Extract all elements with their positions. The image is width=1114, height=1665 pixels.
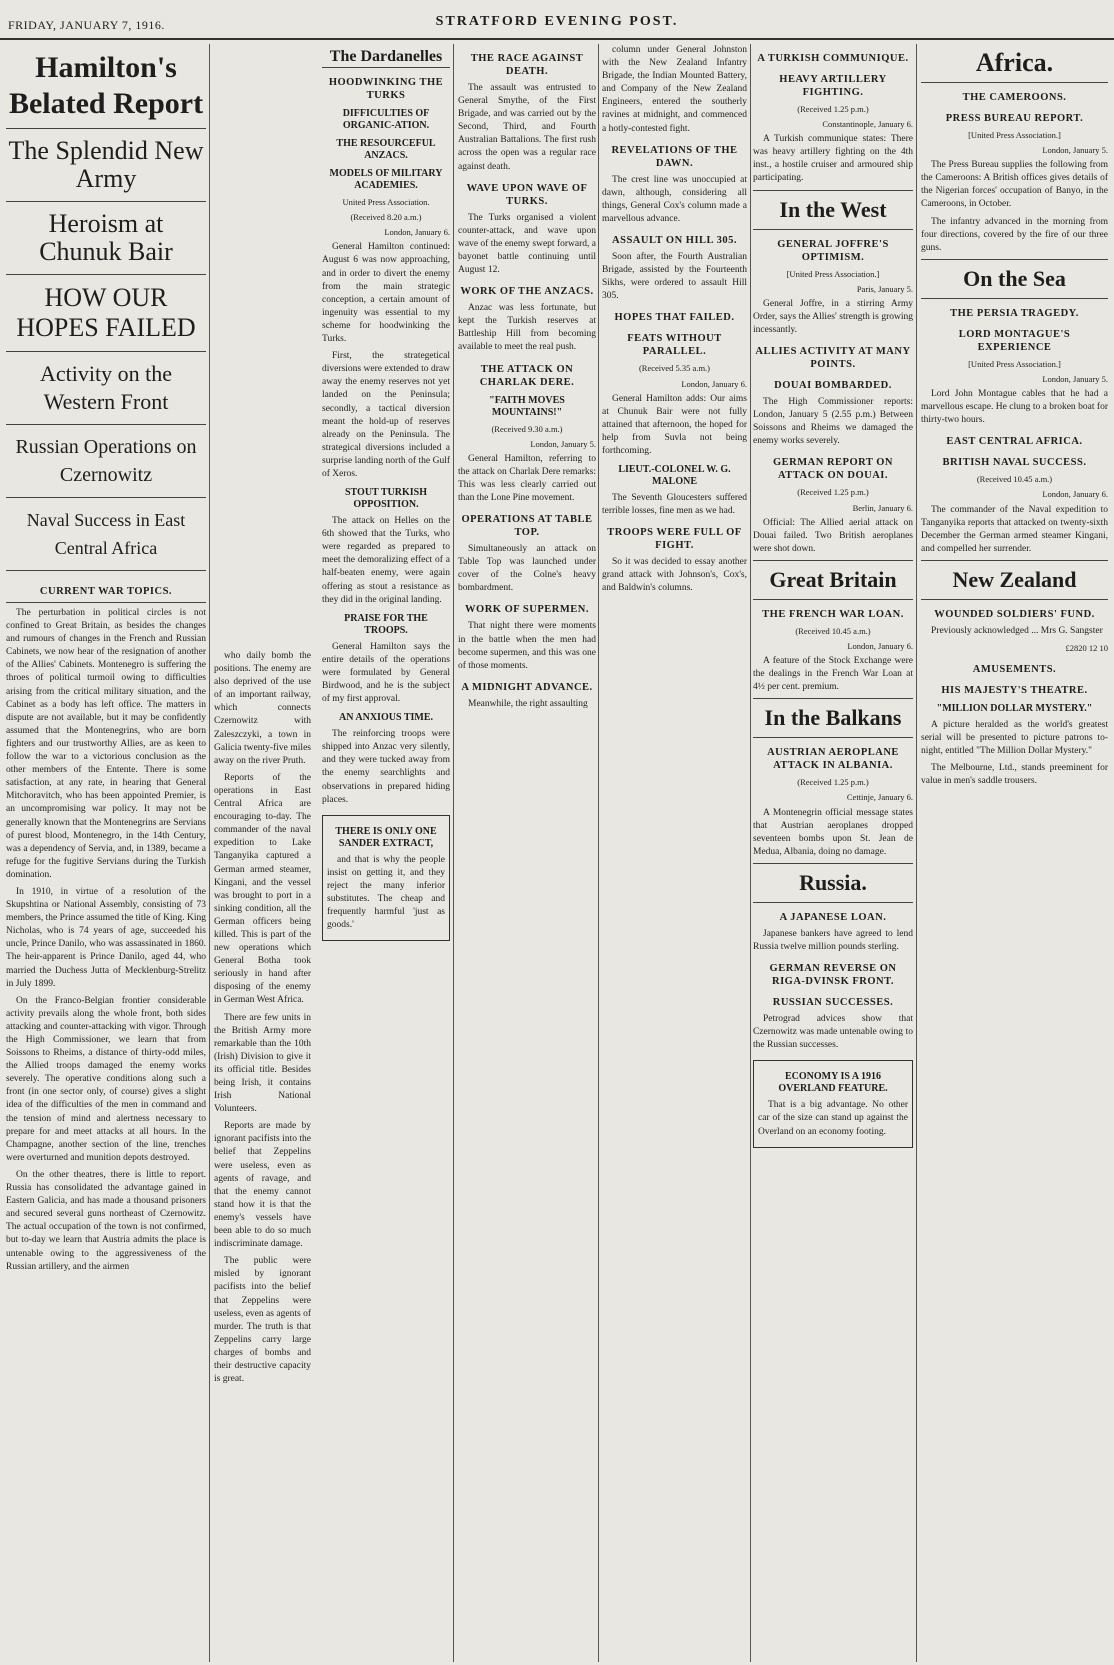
headline-6: Russian Operations on Czernowitz (15, 436, 197, 486)
column-rule (916, 44, 917, 1662)
column-5 (602, 44, 747, 1662)
article-paragraph: A feature of the Stock Exchange were the dealings in the French War Loan at 4½ per cent. premium. (753, 656, 913, 693)
article-paragraph: who daily bomb the positions. The enemy are also deprived of the use of an important railway, which connects Czernowitz with Zaleszczyki, a town in Galicia twenty-five miles away on the river Pruth. (214, 651, 311, 766)
article-paragraph: Reports are made by ignorant pacifists into the belief that Zeppelins were useless, even as agents of ravage, and that the enemy cannot stand how it is that the enemy's vessels have been able to do so much indiscriminate damage. (214, 1121, 311, 1250)
main-headline: Hamilton's Belated Report (8, 51, 204, 120)
subheading: EAST CENTRAL AFRICA. (946, 436, 1083, 448)
subheading: AMUSEMENTS. (972, 664, 1057, 676)
subheading: FEATS WITHOUT PARALLEL. (627, 333, 722, 358)
ad-heading: ECONOMY IS A 1916 OVERLAND FEATURE. (778, 1071, 888, 1095)
byline: LIEUT.-COLONEL W. G. MALONE (618, 464, 731, 488)
article-paragraph: The Press Bureau supplies the following from the Cameroons: A British offices gives details of the Nigerian forces' occupation of Banyo, in the Cameroons, in October. (921, 160, 1108, 210)
article-paragraph: General Hamilton adds: Our aims at Chunuk Bair were not fully attained that afternoon, the hoped for help from Suvla not being forthcoming. (602, 393, 747, 456)
subheading: AUSTRIAN AEROPLANE ATTACK IN ALBANIA. (767, 747, 899, 772)
dateline: Constantinople, January 6. (822, 119, 913, 130)
subheading: A TURKISH COMMUNIQUE. (757, 53, 909, 64)
section-title-gb: Great Britain (769, 566, 897, 592)
subheading: ASSAULT ON HILL 305. (612, 235, 737, 247)
subheading: A MIDNIGHT ADVANCE. (461, 681, 593, 693)
article-paragraph: The assault was entrusted to General Smythe, of the First Brigade, and was carried out by the Second, Third, and Fourth Australian Battalions. The first rush across the open was a regular race against death. (458, 83, 596, 172)
column-rule (598, 44, 599, 1662)
subheading: GENERAL JOFFRE'S OPTIMISM. (777, 238, 889, 263)
subheading: STOUT TURKISH OPPOSITION. (345, 487, 427, 511)
column-3 (322, 44, 450, 1662)
subheading: A JAPANESE LOAN. (779, 911, 887, 923)
column-rule (750, 44, 751, 1662)
subheading: AN ANXIOUS TIME. (339, 712, 433, 724)
article-paragraph: The infantry advanced in the morning from four directions, covered by the fire of our three guns. (921, 216, 1108, 253)
subheading: WAVE UPON WAVE OF TURKS. (466, 182, 588, 207)
divider (6, 201, 206, 202)
column-1 (6, 44, 206, 1662)
article-paragraph: The reinforcing troops were shipped into Anzac very silently, and they were tucked away from the enemy searchlights and observations in prepared hiding places. (322, 729, 450, 805)
article-paragraph: The perturbation in political circles is not confined to Great Britain, as besides the changes and rumours of changes in the French and Russian Cabinets, we now hear of the resignation of another of the Allies' Cabinets. Montenegro is suffering the throes of political turmoil owing to difficulties arising from the critical military situation, and the Cabinet as a body has left office. The matters in dispute are not available, but it may be confidently assumed that the Montenegrins, who are born fighters and our trustworthy Allies, are as keen to follow the war to a victorious conclusion as the other members of the Entente. There is some satisfaction, at any rate, in hearing that General Mitchoravitch, who has been appointed Premier, is an uncompromising war policy. It may not be generally known that the Montenegrins are Servians of purest blood, Montenegro, in the 14th Century, was a dependency of Servia, and, in 1389, became a refuge for the fugitive Servians during the Turkish domination. (6, 608, 206, 880)
article-paragraph: column under General Johnston with the New Zealand Infantry Brigade, the Indian Mounted Battery, and Company of the New Zealand Engineers, entered the southerly ravines at midnight, and commenced a hotly-contested fight. (602, 45, 747, 134)
subheading: DIFFICULTIES OF ORGANIC-ATION. (342, 108, 430, 132)
section-heading: CURRENT WAR TOPICS. (39, 586, 173, 597)
received-time: (Received 8.20 a.m.) (350, 212, 422, 223)
byline: [United Press Association.] (786, 268, 880, 279)
advertisement (753, 1060, 913, 1147)
subheading: THE PERSIA TRAGEDY. (950, 307, 1079, 319)
received-time: (Received 9.30 a.m.) (491, 423, 563, 434)
section-title-sea: On the Sea (963, 265, 1066, 291)
article-paragraph: Official: The Allied aerial attack on Douai failed. Two British aeroplanes were shot down. (753, 517, 913, 554)
byline: [United Press Association.] (968, 358, 1061, 369)
column-2 (214, 650, 311, 1390)
divider (753, 190, 913, 191)
article-paragraph: A Montenegrin official message states that Austrian aeroplanes dropped seventeen bombs upon St. Jean de Medua, Albania, doing no damage. (753, 807, 913, 857)
article-paragraph: The public were misled by ignorant pacifists into the belief that Zeppelins were useless, even as agents of murder. The truth is that Zeppelins carry large charges of bombs and their destructive capacity is great. (214, 1256, 311, 1385)
divider (6, 602, 206, 603)
headline-5: Activity on the Western Front (40, 361, 172, 414)
article-paragraph: A picture heralded as the world's greatest serial will be presented to picture patrons to-night, entitled "The Million Dollar Mystery." (921, 720, 1108, 757)
column-rule (209, 44, 210, 1662)
dateline: London, January 6. (1042, 489, 1108, 500)
dateline: London, January 5. (1042, 145, 1108, 156)
article-paragraph: On the Franco-Belgian frontier considerable activity prevails along the whole front, both sides attacking and counter-attacking with vigor. Through the High Commissioner, we learn that from Soissons to Rheims, a distance of thirty-odd miles, the Allied troops damaged the enemy works severely. The operative conditions along such a front (in one sector only, of course) gives a slight idea of the difficulties of the men in command and the tension of mind and alertness necessary to prepare for and meet attacks at all hours. In the Champagne, another section of the line, trenches were overturned and munition depots destroyed. (6, 995, 206, 1163)
subheading: PRESS BUREAU REPORT. (945, 113, 1084, 124)
masthead (0, 0, 1114, 40)
divider (6, 274, 206, 275)
ad-text: and that is why the people insist on getting it, and they reject the many inferior substitutes. The cheap and frequently harmful 'just as goods.' (327, 854, 445, 931)
subheading: DOUAI BOMBARDED. (774, 380, 892, 392)
subheading: THE CAMEROONS. (962, 92, 1067, 103)
received-time: (Received 1.25 p.m.) (797, 104, 869, 114)
issue-date: FRIDAY, JANUARY 7, 1916. (8, 18, 165, 32)
article-paragraph: So it was decided to essay another grand attack with Johnson's, Cox's, and Baldwin's columns. (602, 557, 747, 594)
article-paragraph: On the other theatres, there is little to report. Russia has consolidated the advantage gained in Eastern Galicia, and has made a thousand prisoners and secured several guns northeast of Czernowitz. The actual occupation of the town is not confirmed, but to-day we learn that Austria admits the place is untenable owing to the aggressiveness of the Russian artillery, and the airmen (6, 1169, 206, 1272)
article-paragraph: Meanwhile, the right assaulting (468, 698, 588, 709)
article-paragraph: Reports of the operations in East Central Africa are encouraging to-day. The commander of the naval expedition to Lake Tanganyika captured a German armed steamer, Kingani, and the vessel was brought to port in a sinking condition, all the German officers being killed. This is part of the new operations which General Botha took seriously in hand after disposing of the enemy in German West Africa. (214, 772, 311, 1006)
divider (6, 570, 206, 571)
article-paragraph: General Hamilton continued: August 6 was now approaching, and in order to divert the enemy from the main strategic conception, a certain amount of ingenuity was essential to my scheme for hoodwinking the Turks. (322, 242, 450, 345)
subheading: HIS MAJESTY'S THEATRE. (941, 685, 1088, 697)
section-title-west: In the West (779, 196, 887, 222)
divider (6, 497, 206, 498)
article-paragraph: First, the strategetical diversions were extended to draw away the enemy reserves not yet landed on the Peninsula; secondly, a tactical diversion meant the hold-up of reserves already on the Peninsula. The strategical diversions included a surprise landing north of the Gulf of Xeros. (322, 351, 450, 479)
subheading: RUSSIAN SUCCESSES. (772, 997, 894, 1009)
subheading: GERMAN REPORT ON ATTACK ON DOUAI. (772, 457, 894, 482)
ad-heading: THERE IS ONLY ONE SANDER EXTRACT, (335, 825, 437, 849)
article-paragraph: The attack on Helles on the 6th showed that the Turks, who were regarded as prepared to meet the demoralizing effect of a half-beaten enemy, were again offering as stout a resistance as they did in the original landing. (322, 516, 450, 605)
article-paragraph: In 1910, in virtue of a resolution of the Skupshtina or National Assembly, consisting of 73 members, the Prince assumed the title of King. King Nicholas, who is 74 years of age, succeeded his uncle, Prince Danilo, who was assassinated in 1860. The heir-apparent is Prince Danilo, aged 44, who married the Duchess Jutta of Mecklenburg-Strelitz in July 1899. (6, 886, 206, 989)
article-paragraph: The Seventh Gloucesters suffered terrible losses, fine men as we had. (602, 493, 747, 517)
divider (921, 560, 1108, 561)
article-paragraph: A Turkish communique states: There was heavy artillery fighting on the 4th inst., a hostile cruiser and armoured ship participating. (753, 134, 913, 184)
dateline: London, January 6. (384, 227, 450, 238)
subheading: MODELS OF MILITARY ACADEMIES. (329, 168, 443, 192)
article-paragraph: Anzac was less fortunate, but kept the Turkish reserves at Battleship Hill from becoming available to meet the real push. (458, 303, 596, 353)
ad-text: That is a big advantage. No other car of the size can stand up against the Overland on an economy footing. (758, 1100, 908, 1137)
subheading: THE RACE AGAINST DEATH. (470, 53, 584, 77)
subheading: "FAITH MOVES MOUNTAINS!" (489, 394, 565, 418)
headline-7: Naval Success in East Central Africa (26, 510, 186, 558)
article-paragraph: The High Commissioner reports: London, January 5 (2.55 p.m.) Between Soissons and Rheims we damaged the enemy works severely. (753, 397, 913, 447)
divider (921, 599, 1108, 600)
section-title-balkans: In the Balkans (764, 705, 902, 731)
byline: [United Press Association.] (968, 130, 1061, 140)
column-rule (453, 44, 454, 1662)
subheading: WORK OF SUPERMEN. (465, 604, 589, 616)
paper-title: STRATFORD EVENING POST. (435, 14, 679, 29)
subheading: PRAISE FOR THE TROOPS. (344, 612, 428, 636)
dateline: London, January 5. (530, 438, 596, 449)
article-paragraph: General Hamilton says the entire details of the operations were formulated by General Birdwood, and he is the subject of my first approval. (322, 641, 450, 705)
subheading: HOPES THAT FAILED. (614, 312, 735, 324)
column-6 (753, 44, 913, 1662)
received-time: (Received 5.35 a.m.) (638, 363, 711, 374)
article-paragraph: General Hamilton, referring to the attack on Charlak Dere remarks: This was less clearly carried out than the Lone Pine movement. (458, 453, 596, 503)
subheading: LORD MONTAGUE'S EXPERIENCE (958, 328, 1071, 353)
column-4 (458, 44, 596, 1662)
article-paragraph: The crest line was unoccupied at dawn, although, considering all things, General Cox's column made a marvellous advance. (602, 174, 747, 224)
subheading: THE ATTACK ON CHARLAK DERE. (479, 363, 575, 388)
dateline: London, January 6. (681, 378, 747, 389)
divider (921, 298, 1108, 299)
fund-total: £2820 12 10 (1065, 642, 1108, 653)
subheading: REVELATIONS OF THE DAWN. (611, 144, 738, 169)
column-7 (921, 44, 1108, 1662)
article-paragraph: The Melbourne, Ltd., stands preeminent for value in men's saddle trousers. (921, 763, 1108, 787)
divider (753, 560, 913, 561)
subheading: WORK OF THE ANZACS. (460, 286, 594, 298)
received-time: (Received 1.25 p.m.) (797, 487, 869, 498)
article-paragraph: The Turks organised a violent counter-attack, and wave upon wave of the enemy swept forward, a bayonet battle continuing until August 12. (458, 212, 596, 276)
received-time: (Received 10.45 a.m.) (976, 474, 1053, 485)
subheading: THE RESOURCEFUL ANZACS. (336, 138, 436, 162)
subheading: BRITISH NAVAL SUCCESS. (942, 457, 1087, 469)
article-paragraph: Previously acknowledged ... Mrs G. Sangster (931, 625, 1103, 636)
subheading: WOUNDED SOLDIERS' FUND. (934, 608, 1095, 620)
advertisement (322, 815, 450, 942)
dateline: Berlin, January 6. (852, 502, 913, 513)
article-paragraph: That night there were moments in the battle when the men had become supermen, and this was one of those moments. (458, 621, 596, 671)
divider (753, 229, 913, 230)
divider (753, 698, 913, 699)
article-paragraph: The commander of the Naval expedition to Tanganyika reports that attacked on twenty-sixth December the German armed steamer Kingani, and compelled her surrender. (921, 504, 1108, 554)
dateline: London, January 6. (847, 640, 913, 651)
subheading: GERMAN REVERSE ON RIGA-DVINSK FRONT. (769, 963, 897, 988)
divider (6, 351, 206, 352)
divider (6, 128, 206, 129)
article-paragraph: Lord John Montague cables that he had a marvellous escape. He clung to a broken boat for thirty-two hours. (921, 389, 1108, 426)
subheading: THE FRENCH WAR LOAN. (762, 608, 904, 620)
subheading: TROOPS WERE FULL OF FIGHT. (607, 527, 742, 552)
article-paragraph: Japanese bankers have agreed to lend Russia twelve million pounds sterling. (753, 928, 913, 952)
subheading: ALLIES ACTIVITY AT MANY POINTS. (755, 346, 911, 371)
article-paragraph: Simultaneously an attack on Table Top was launched under cover of the Colne's heavy bombardment. (458, 544, 596, 594)
dateline: London, January 5. (1042, 373, 1108, 384)
divider (921, 82, 1108, 83)
divider (753, 902, 913, 903)
divider (753, 737, 913, 738)
divider (921, 259, 1108, 260)
subheading: "MILLION DOLLAR MYSTERY." (936, 703, 1093, 715)
article-paragraph: Petrograd advices show that Czernowitz was made untenable owing to the Russian successes. (753, 1014, 913, 1051)
subheading: OPERATIONS AT TABLE TOP. (461, 514, 593, 539)
headline-3: Heroism at Chunuk Bair (39, 209, 173, 266)
dateline: Cettinje, January 6. (846, 792, 913, 803)
subheading: HOODWINKING THE TURKS (328, 77, 444, 102)
section-title-africa: Africa. (975, 48, 1054, 77)
received-time: (Received 10.45 a.m.) (795, 625, 871, 636)
received-time: (Received 1.25 p.m.) (797, 777, 869, 788)
section-title-russia: Russia. (799, 869, 867, 895)
divider (6, 424, 206, 425)
headline-2: The Splendid New Army (8, 136, 204, 193)
article-paragraph: General Joffre, in a stirring Army Order, says the Allies' strength is growing incessantly. (753, 298, 913, 335)
headline-4: HOW OUR HOPES FAILED (16, 283, 196, 342)
subheading: HEAVY ARTILLERY FIGHTING. (779, 74, 887, 98)
article-paragraph: Soon after, the Fourth Australian Brigade, assisted by the Fourteenth Sikhs, were ordered to assault Hill 305. (602, 252, 747, 302)
divider (753, 599, 913, 600)
section-title: The Dardanelles (322, 50, 450, 68)
article-paragraph: There are few units in the British Army more remarkable than the 10th (Irish) Division to give it its official title. Besides being Irish, it contains Irish National Volunteers. (214, 1012, 311, 1115)
divider (753, 863, 913, 864)
byline: United Press Association. (342, 197, 430, 208)
dateline: Paris, January 5. (856, 283, 913, 294)
section-title-nz: New Zealand (952, 566, 1077, 592)
